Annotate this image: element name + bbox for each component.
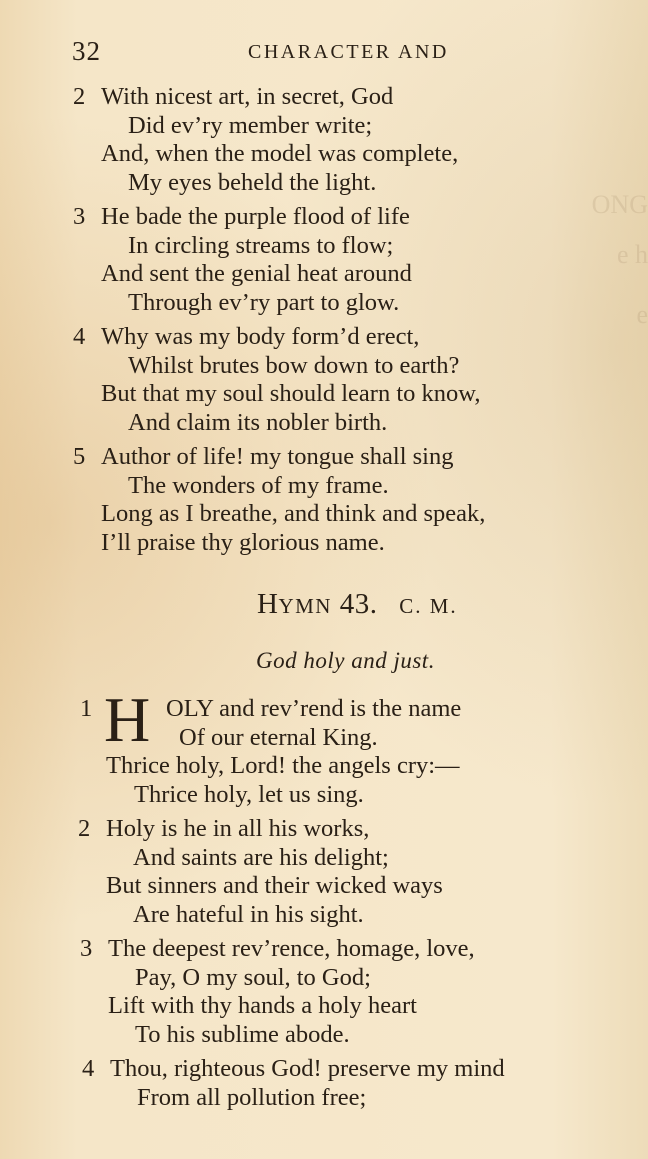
page-number: 32 — [72, 36, 101, 66]
hymn-subtitle: God holy and just. — [256, 648, 435, 673]
stanza-number: 4 — [82, 1055, 95, 1082]
verse-line: To his sublime abode. — [135, 1020, 350, 1048]
page-header — [72, 36, 492, 70]
stanza-3-upper — [73, 203, 412, 317]
hymn-number: 43. — [339, 588, 378, 620]
verse-line: Are hateful in his sight. — [133, 900, 364, 928]
hymn-title-smallcaps: YMN — [278, 594, 332, 618]
stanza-2 — [78, 815, 443, 929]
bleed-through-decoration: e — [636, 300, 648, 329]
stanza-2-upper — [73, 83, 458, 197]
verse-line: Through ev’ry part to glow. — [128, 288, 400, 316]
stanza-number: 3 — [80, 935, 93, 962]
stanza-4 — [82, 1055, 505, 1112]
hymn-title-initial: H — [257, 588, 279, 620]
stanza-number: 1 — [80, 695, 93, 722]
verse-line: Did ev’ry member write; — [128, 111, 373, 139]
hymn-title — [257, 588, 458, 621]
verse-line: Thrice holy, let us sing. — [134, 780, 364, 808]
stanza-number: 2 — [78, 815, 91, 842]
verse-line: And saints are his delight; — [133, 843, 389, 871]
verse-line: From all pollution free; — [137, 1083, 367, 1111]
hymn-meter: C. M. — [399, 594, 458, 618]
running-head: CHARACTER AND — [248, 41, 449, 63]
verse-line: My eyes beheld the light. — [128, 168, 377, 196]
verse-line: The deepest rev’rence, homage, love, — [108, 935, 475, 962]
verse-line: The wonders of my frame. — [128, 471, 389, 499]
verse-line: Thou, righteous God! preserve my mind — [110, 1055, 505, 1082]
verse-line: But sinners and their wicked ways — [106, 872, 443, 899]
verse-line: He bade the purple flood of life — [101, 203, 410, 230]
verse-line: Lift with thy hands a holy heart — [108, 992, 417, 1019]
verse-line: Pay, O my soul, to God; — [135, 963, 371, 991]
stanza-number: 4 — [73, 323, 86, 350]
verse-line: Of our eternal King. — [179, 723, 378, 751]
drop-cap: H — [104, 684, 150, 755]
verse-line: And claim its nobler birth. — [128, 408, 388, 436]
bleed-through-decoration: ONG — [591, 190, 648, 219]
verse-line: Whilst brutes bow down to earth? — [128, 351, 460, 379]
verse-line: Thrice holy, Lord! the angels cry:— — [106, 752, 460, 779]
verse-line: Author of life! my tongue shall sing — [101, 443, 454, 470]
verse-line: But that my soul should learn to know, — [101, 380, 481, 407]
verse-line: OLY and rev’rend is the name — [166, 695, 462, 722]
verse-line: With nicest art, in secret, God — [101, 83, 394, 110]
verse-line: And, when the model was complete, — [101, 140, 459, 167]
stanza-4-upper — [73, 323, 481, 437]
stanza-3 — [80, 935, 475, 1049]
verse-line: And sent the genial heat around — [101, 260, 412, 287]
verse-line: Why was my body form’d erect, — [101, 323, 420, 350]
bleed-through-decoration: e h — [616, 240, 648, 269]
stanza-number: 5 — [73, 443, 86, 470]
stanza-number: 3 — [73, 203, 86, 230]
verse-line: Long as I breathe, and think and speak, — [101, 500, 486, 527]
stanza-number: 2 — [73, 83, 86, 110]
stanza-5-upper — [73, 443, 485, 557]
verse-line: Holy is he in all his works, — [106, 815, 370, 842]
verse-line: I’ll praise thy glorious name. — [101, 528, 385, 556]
verse-line: In circling streams to flow; — [128, 231, 394, 259]
